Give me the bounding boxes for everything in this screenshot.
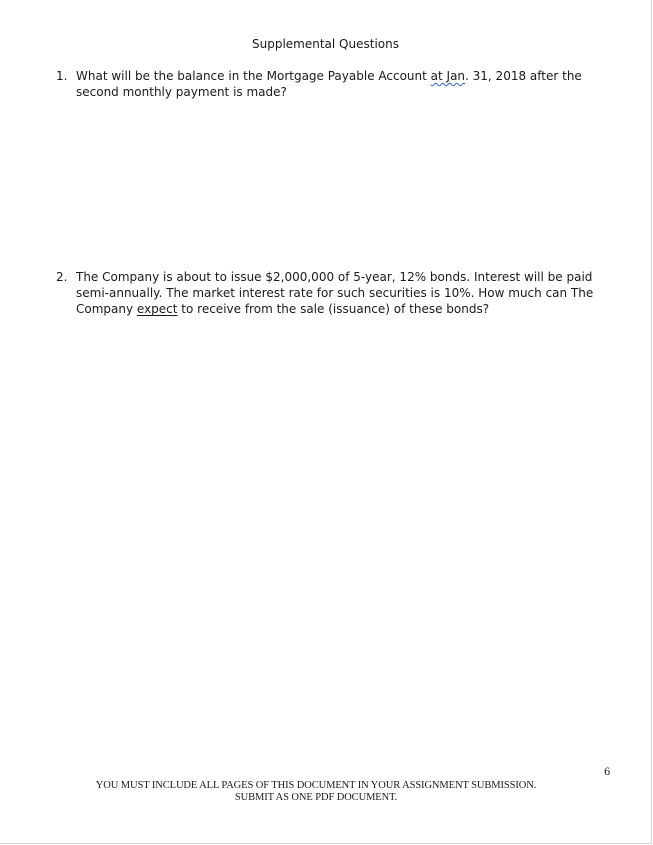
page-title: Supplemental Questions [252, 37, 399, 51]
submission-footer [0, 780, 632, 804]
spellcheck-flagged-text: at Jan [430, 69, 466, 83]
question-number: 2. [56, 270, 68, 284]
question-text-part: The Company is about to issue $2,000,000 of 5-year, 12% bonds. Interest will be paid semi-annually. The market interest rate for such securities is 10%. How much can The Company [76, 270, 594, 316]
question-number: 1. [56, 69, 68, 83]
question-1 [56, 68, 616, 100]
footer-line-1: YOU MUST INCLUDE ALL PAGES OF THIS DOCUMENT IN YOUR ASSIGNMENT SUBMISSION. [95, 780, 537, 791]
question-text [76, 68, 616, 100]
question-text-part: . 31, 2018 after the second monthly payment is made? [76, 69, 582, 99]
underlined-word: expect [136, 302, 178, 316]
question-text [76, 269, 616, 317]
question-2 [56, 269, 616, 317]
question-text-part: What will be the balance in the Mortgage Payable Account [76, 69, 431, 83]
question-text-part: to receive from the sale (issuance) of these bonds? [177, 302, 490, 316]
page-number: 6 [604, 767, 611, 778]
footer-line-2: SUBMIT AS ONE PDF DOCUMENT. [234, 792, 398, 803]
